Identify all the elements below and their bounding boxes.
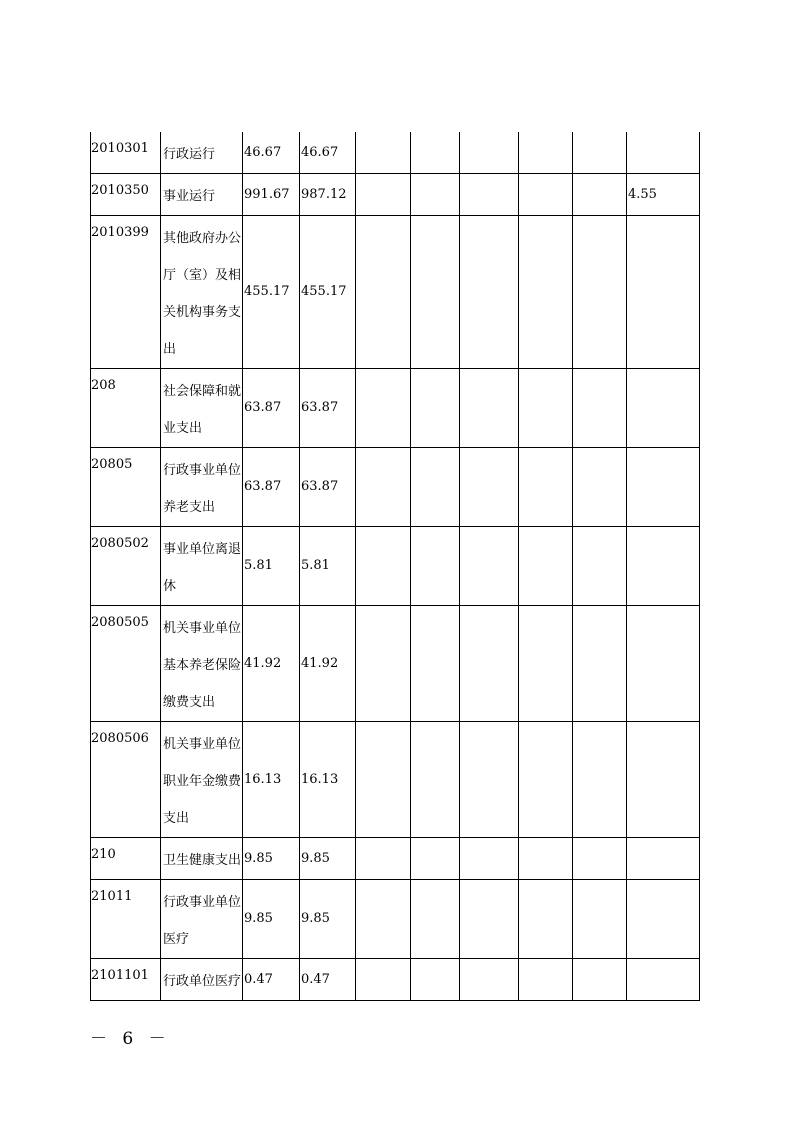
cell-total: 63.87 [243,369,300,448]
cell-c6 [411,448,460,527]
cell-c6 [411,174,460,216]
cell-c5 [356,527,411,606]
cell-c5 [356,448,411,527]
cell-c6 [411,606,460,722]
cell-name: 其他政府办公厅（室）及相关机构事务支出 [161,216,243,369]
cell-c9 [573,722,627,838]
table-row [91,132,700,174]
cell-basic: 987.12 [300,174,356,216]
cell-c8 [519,132,573,174]
cell-c9 [573,369,627,448]
cell-c8 [519,722,573,838]
cell-code: 2010350 [91,174,161,216]
cell-c5 [356,174,411,216]
table-row [91,880,700,959]
cell-code: 21011 [91,880,161,959]
cell-c9 [573,880,627,959]
cell-total: 63.87 [243,448,300,527]
cell-basic: 5.81 [300,527,356,606]
cell-basic: 41.92 [300,606,356,722]
cell-c5 [356,838,411,880]
table-row [91,838,700,880]
table-row [91,174,700,216]
cell-name: 社会保障和就业支出 [161,369,243,448]
table-row [91,722,700,838]
cell-code: 2080506 [91,722,161,838]
cell-c9 [573,174,627,216]
cell-c6 [411,722,460,838]
cell-c5 [356,369,411,448]
cell-c8 [519,606,573,722]
cell-c6 [411,959,460,1001]
cell-code: 2080502 [91,527,161,606]
cell-name: 机关事业单位职业年金缴费支出 [161,722,243,838]
cell-c10 [627,216,700,369]
cell-c8 [519,838,573,880]
cell-c6 [411,838,460,880]
cell-name: 行政事业单位养老支出 [161,448,243,527]
cell-basic: 63.87 [300,448,356,527]
cell-c7 [460,722,519,838]
cell-code: 20805 [91,448,161,527]
cell-c9 [573,527,627,606]
table-row [91,216,700,369]
cell-c5 [356,132,411,174]
cell-c8 [519,959,573,1001]
cell-c7 [460,448,519,527]
cell-code: 2010301 [91,132,161,174]
cell-c10 [627,959,700,1001]
cell-basic: 9.85 [300,838,356,880]
table-body [91,132,700,1001]
cell-c10 [627,448,700,527]
cell-name: 卫生健康支出 [161,838,243,880]
cell-c9 [573,959,627,1001]
cell-basic: 0.47 [300,959,356,1001]
cell-total: 5.81 [243,527,300,606]
cell-c7 [460,838,519,880]
cell-c9 [573,448,627,527]
cell-c8 [519,527,573,606]
budget-table [90,132,700,1001]
cell-total: 9.85 [243,838,300,880]
cell-c10 [627,880,700,959]
cell-name: 行政事业单位医疗 [161,880,243,959]
cell-c10 [627,606,700,722]
cell-total: 9.85 [243,880,300,959]
table-row [91,606,700,722]
cell-total: 455.17 [243,216,300,369]
cell-name: 事业单位离退休 [161,527,243,606]
cell-total: 0.47 [243,959,300,1001]
cell-code: 2010399 [91,216,161,369]
cell-c9 [573,838,627,880]
cell-c8 [519,216,573,369]
cell-c5 [356,216,411,369]
cell-name: 行政单位医疗 [161,959,243,1001]
cell-code: 208 [91,369,161,448]
cell-c6 [411,527,460,606]
cell-c5 [356,606,411,722]
cell-c7 [460,369,519,448]
table-row [91,959,700,1001]
cell-total: 991.67 [243,174,300,216]
cell-code: 2101101 [91,959,161,1001]
cell-c10 [627,132,700,174]
cell-c7 [460,527,519,606]
cell-code: 2080505 [91,606,161,722]
cell-total: 41.92 [243,606,300,722]
cell-c7 [460,216,519,369]
cell-basic: 46.67 [300,132,356,174]
table-row [91,448,700,527]
cell-c7 [460,959,519,1001]
cell-basic: 63.87 [300,369,356,448]
cell-c8 [519,448,573,527]
cell-name: 机关事业单位基本养老保险缴费支出 [161,606,243,722]
cell-c6 [411,369,460,448]
cell-c6 [411,216,460,369]
cell-c5 [356,880,411,959]
cell-c5 [356,959,411,1001]
cell-total: 16.13 [243,722,300,838]
cell-c9 [573,132,627,174]
cell-c9 [573,606,627,722]
cell-basic: 9.85 [300,880,356,959]
page-number: － 6 － [90,1029,171,1049]
cell-c8 [519,369,573,448]
cell-c7 [460,606,519,722]
cell-c10 [627,369,700,448]
table-row [91,369,700,448]
cell-c5 [356,722,411,838]
cell-c7 [460,132,519,174]
cell-code: 210 [91,838,161,880]
cell-name: 行政运行 [161,132,243,174]
cell-c8 [519,174,573,216]
cell-c10 [627,722,700,838]
cell-basic: 16.13 [300,722,356,838]
cell-c10: 4.55 [627,174,700,216]
cell-c7 [460,880,519,959]
cell-c8 [519,880,573,959]
cell-c9 [573,216,627,369]
cell-total: 46.67 [243,132,300,174]
cell-c10 [627,838,700,880]
cell-c6 [411,880,460,959]
cell-name: 事业运行 [161,174,243,216]
table-row [91,527,700,606]
cell-c10 [627,527,700,606]
cell-basic: 455.17 [300,216,356,369]
cell-c7 [460,174,519,216]
cell-c6 [411,132,460,174]
